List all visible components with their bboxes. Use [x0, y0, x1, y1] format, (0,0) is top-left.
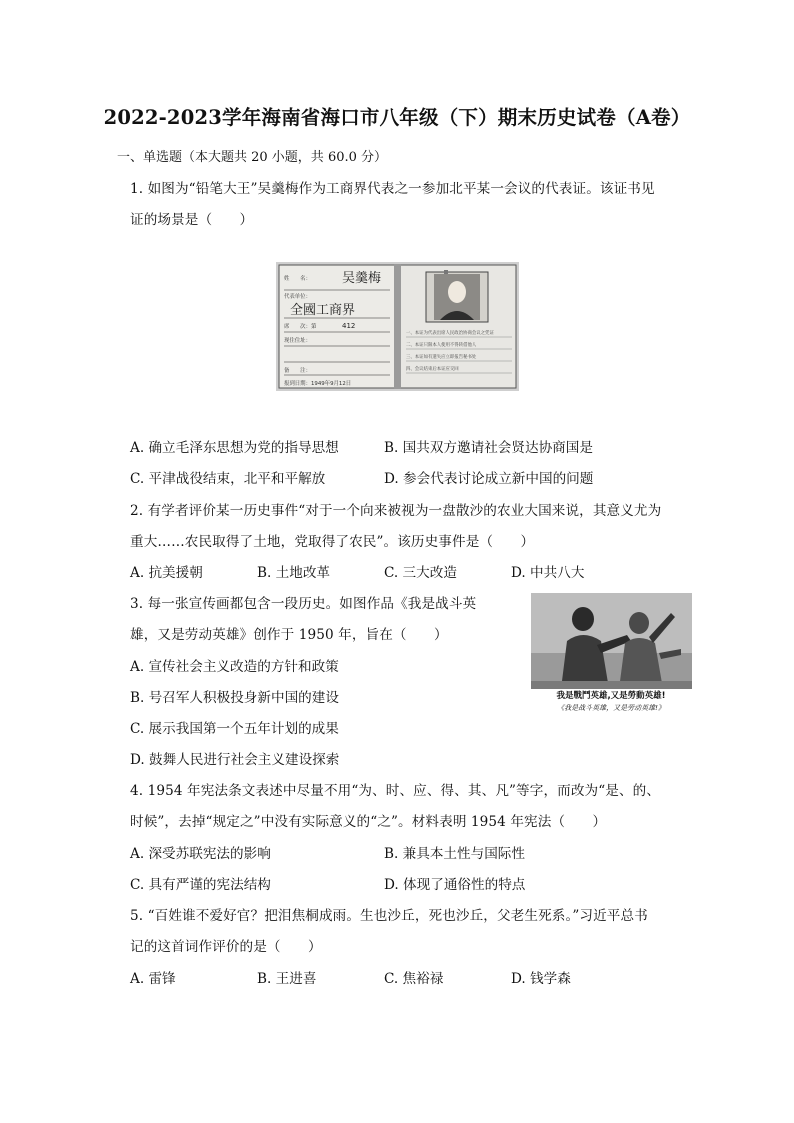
cert-note-4: 四、会议结束后本证应交回 — [406, 367, 459, 372]
question-3-line-2: 雄，又是劳动英雄》创作于 1950 年，旨在（ ） — [130, 627, 448, 643]
cert-note-1: 一、本证为代表出席人民政治协商会议之凭证 — [406, 331, 494, 336]
cert-field-remark-label: 备 注： — [284, 368, 311, 374]
question-4-option-d[interactable]: D. 体现了通俗性的特点 — [384, 877, 526, 893]
delegate-certificate-image — [276, 262, 519, 391]
question-2-line-2: 重大……农民取得了土地，党取得了农民”。该历史事件是（ ） — [130, 534, 535, 550]
question-2-option-d[interactable]: D. 中共八大 — [511, 565, 585, 581]
cert-field-address-label: 现住住址： — [284, 338, 311, 344]
question-4-line-2: 时候”，去掉“规定之”中没有实际意义的“之”。材料表明 1954 年宪法（ ） — [130, 814, 607, 830]
section-heading: 一、单选题（本大题共 20 小题，共 60.0 分） — [117, 150, 388, 165]
question-4-option-a[interactable]: A. 深受苏联宪法的影响 — [130, 846, 271, 862]
poster-caption-main: 我是戰鬥英雄,又是勞動英雄! — [556, 691, 666, 701]
question-1-option-b[interactable]: B. 国共双方邀请社会贤达协商国是 — [384, 440, 593, 456]
question-5-line-1: 5. “百姓谁不爱好官？把泪焦桐成雨。生也沙丘，死也沙丘，父老生死系。”习近平总书 — [130, 908, 648, 924]
cert-name-value: 吴羹梅 — [342, 271, 382, 286]
cert-unit-value: 全國工商界 — [290, 303, 356, 318]
cert-note-2: 二、本证只限本人使用不得转借他人 — [406, 343, 477, 348]
cert-field-date-label: 报到日期：1949年9月12日 — [284, 381, 352, 387]
question-4-line-1: 4. 1954 年宪法条文表述中尽量不用“为、时、应、得、其、凡”等字，而改为“是、的、 — [130, 783, 661, 799]
question-4-option-b[interactable]: B. 兼具本土性与国际性 — [384, 846, 525, 862]
question-2-option-b[interactable]: B. 土地改革 — [257, 565, 331, 581]
cert-field-unit-label: 代表单位： — [284, 294, 311, 300]
question-1-line-1: 1. 如图为“铅笔大王”吴羹梅作为工商界代表之一参加北平某一会议的代表证。该证书见 — [130, 181, 655, 197]
question-3-option-b[interactable]: B. 号召军人积极投身新中国的建设 — [130, 690, 339, 706]
question-1-option-a[interactable]: A. 确立毛泽东思想为党的指导思想 — [130, 440, 339, 456]
question-5-option-d[interactable]: D. 钱学森 — [511, 971, 571, 987]
question-3-option-a[interactable]: A. 宣传社会主义改造的方针和政策 — [130, 659, 339, 675]
question-5-option-b[interactable]: B. 王进喜 — [257, 971, 317, 987]
poster-caption-sub: 《我是战斗英雄，又是劳动英雄!》 — [557, 704, 665, 712]
question-3-option-d[interactable]: D. 鼓舞人民进行社会主义建设探索 — [130, 752, 340, 768]
cert-field-seat-label: 席 次：第 — [284, 324, 317, 330]
cert-note-3: 三、本证如有遗失应立即报告秘书处 — [406, 355, 477, 360]
question-1-line-2: 证的场景是（ ） — [130, 212, 254, 228]
question-5-option-c[interactable]: C. 焦裕禄 — [384, 971, 444, 987]
question-1-option-c[interactable]: C. 平津战役结束，北平和平解放 — [130, 471, 326, 487]
question-3-option-c[interactable]: C. 展示我国第一个五年计划的成果 — [130, 721, 339, 737]
question-1-option-d[interactable]: D. 参会代表讨论成立新中国的问题 — [384, 471, 594, 487]
cert-field-name-label: 姓 名： — [284, 276, 311, 282]
question-5-option-a[interactable]: A. 雷锋 — [130, 971, 176, 987]
cert-seat-value: 412 — [342, 322, 356, 330]
question-4-option-c[interactable]: C. 具有严谨的宪法结构 — [130, 877, 271, 893]
propaganda-poster-image — [531, 593, 692, 714]
question-3-line-1: 3. 每一张宣传画都包含一段历史。如图作品《我是战斗英 — [130, 596, 477, 612]
page-title: 2022-2023学年海南省海口市八年级（下）期末历史试卷（A卷） — [103, 106, 691, 129]
question-2-option-c[interactable]: C. 三大改造 — [384, 565, 457, 581]
question-2-option-a[interactable]: A. 抗美援朝 — [130, 565, 203, 581]
question-2-line-1: 2. 有学者评价某一历史事件“对于一个向来被视为一盘散沙的农业大国来说，其意义尤为 — [130, 503, 662, 519]
question-5-line-2: 记的这首词作评价的是（ ） — [130, 939, 322, 955]
